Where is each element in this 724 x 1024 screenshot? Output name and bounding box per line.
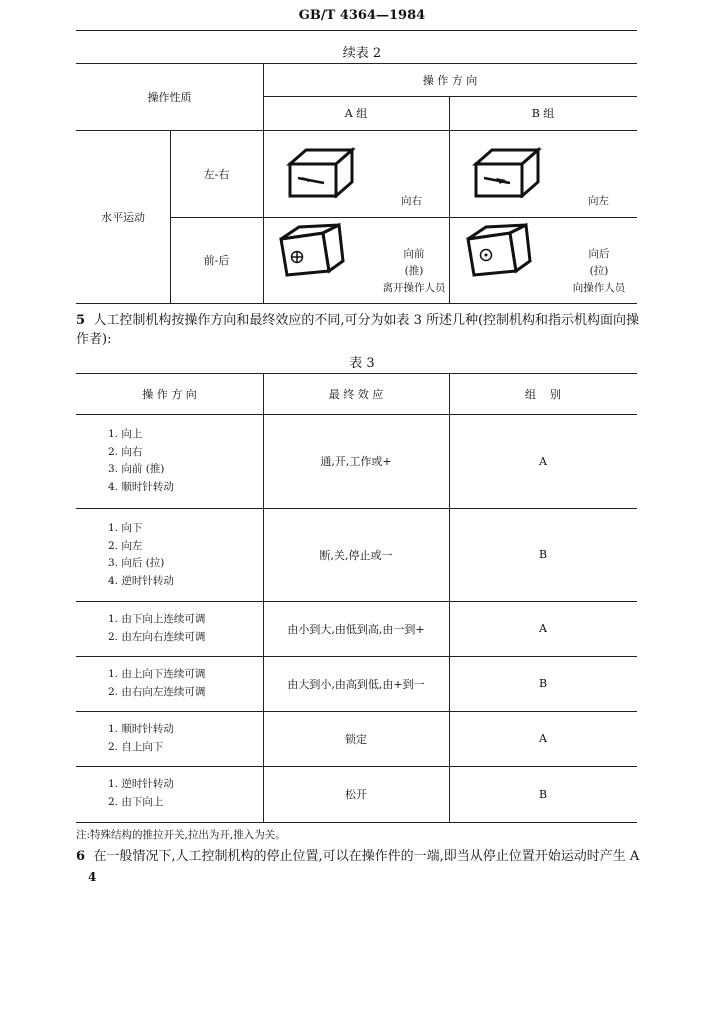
table2-b-label-left: 向左 bbox=[588, 195, 609, 207]
table3-row3-directions bbox=[108, 611, 205, 646]
paragraph-6 bbox=[76, 847, 639, 866]
table2-header-group-b: B 组 bbox=[531, 107, 555, 120]
table2-caption: 续表 2 bbox=[342, 46, 382, 61]
box-pull-illustration bbox=[464, 223, 534, 277]
table3-row1-group: A bbox=[539, 454, 547, 468]
table2-header-group-a: A 组 bbox=[344, 107, 368, 120]
direction-item: 1. 逆时针转动 bbox=[108, 778, 174, 790]
table3-row3-effect: 由小到大,由低到高,由一到+ bbox=[287, 622, 425, 636]
direction-item: 1. 由下向上连续可调 bbox=[108, 613, 206, 625]
standard-number: GB/T 4364—1984 bbox=[298, 8, 426, 23]
label-line: (拉) bbox=[589, 265, 609, 277]
label-line: 向操作人员 bbox=[572, 282, 626, 294]
table3-row5-group: A bbox=[539, 732, 547, 745]
label-line: 离开操作人员 bbox=[382, 282, 446, 294]
table3-bottom-rule bbox=[76, 822, 637, 823]
direction-item: 3. 向后 (拉) bbox=[108, 557, 165, 569]
paragraph-5 bbox=[76, 311, 646, 349]
table3-note: 注:特殊结构的推拉开关,拉出为开,推入为关。 bbox=[76, 829, 286, 841]
table3-row4-effect: 由大到小,由高到低,由+到一 bbox=[287, 677, 425, 691]
direction-item: 2. 由右向左连续可调 bbox=[108, 685, 206, 698]
table2-a-label-right: 向右 bbox=[401, 195, 422, 207]
table3-row6-directions bbox=[108, 776, 174, 811]
table3-row2-effect: 断,关,停止或一 bbox=[319, 548, 393, 562]
paragraph-text: 人工控制机构按操作方向和最终效应的不同,可分为如表 3 所述几种(控制机构和指示机构面向操 bbox=[93, 313, 640, 328]
table3-header-effect: 最 终 效 应 bbox=[328, 387, 384, 401]
page-number: 4 bbox=[88, 870, 97, 884]
table3-row1-effect: 通,开,工作或+ bbox=[320, 455, 392, 468]
label-line: (推) bbox=[404, 265, 424, 277]
direction-item: 4. 顺时针转动 bbox=[108, 480, 174, 493]
table3-header-group: 组 别 bbox=[525, 387, 561, 401]
paragraph-text: 在一般情况下,人工控制机构的停止位置,可以在操作件的一端,即当从停止位置开始运动时产生 A bbox=[93, 849, 640, 864]
header-rule bbox=[76, 30, 637, 31]
table3-row5-directions bbox=[108, 721, 174, 756]
direction-item: 1. 向下 bbox=[108, 522, 143, 534]
direction-item: 2. 向右 bbox=[108, 445, 143, 458]
table3-row5-effect: 锁定 bbox=[345, 732, 367, 746]
section-number: 5 bbox=[76, 313, 86, 328]
table2-a-label-push bbox=[380, 246, 448, 297]
direction-item: 2. 由下向上 bbox=[108, 795, 164, 808]
paragraph-5-line2: 作者): bbox=[76, 332, 112, 347]
table2-row-group: 水平运动 bbox=[101, 210, 145, 224]
table3-caption: 表 3 bbox=[349, 356, 375, 371]
table3-row1-directions bbox=[108, 426, 174, 496]
label-line: 向前 bbox=[403, 248, 425, 260]
direction-item: 2. 由左向右连续可调 bbox=[108, 630, 206, 643]
table3-row2-directions bbox=[108, 520, 174, 590]
table3-row2-group: B bbox=[538, 548, 548, 561]
table2-header-op-direction: 操 作 方 向 bbox=[422, 73, 478, 87]
box-handle-right-illustration bbox=[284, 146, 358, 198]
table2-sub-left-right: 左-右 bbox=[203, 167, 230, 181]
table3-row6-group: B bbox=[538, 787, 548, 801]
table3-row4-directions bbox=[108, 666, 205, 701]
section-number: 6 bbox=[76, 849, 86, 864]
table3-header-direction: 操 作 方 向 bbox=[142, 387, 197, 401]
table2-b-label-pull bbox=[566, 246, 632, 297]
direction-item: 4. 逆时针转动 bbox=[108, 574, 174, 587]
label-line: 向后 bbox=[588, 248, 610, 260]
direction-item: 3. 向前 (推) bbox=[108, 463, 165, 475]
paragraph-5-line1 bbox=[76, 311, 646, 330]
box-push-illustration bbox=[277, 223, 347, 277]
box-handle-left-illustration bbox=[470, 146, 544, 198]
direction-item: 1. 向上 bbox=[108, 428, 143, 440]
direction-item: 1. 顺时针转动 bbox=[108, 723, 174, 735]
direction-item: 1. 由上向下连续可调 bbox=[108, 668, 206, 680]
table2-sub-front-back: 前-后 bbox=[203, 254, 230, 267]
direction-item: 2. 自上向下 bbox=[108, 740, 164, 753]
table2-bottom-rule bbox=[76, 303, 637, 304]
direction-item: 2. 向左 bbox=[108, 539, 143, 552]
table3-row4-group: B bbox=[538, 677, 548, 690]
table2-header-op-nature: 操作性质 bbox=[147, 90, 192, 104]
table3-row3-group: A bbox=[539, 622, 547, 635]
table3-row6-effect: 松开 bbox=[345, 788, 367, 801]
